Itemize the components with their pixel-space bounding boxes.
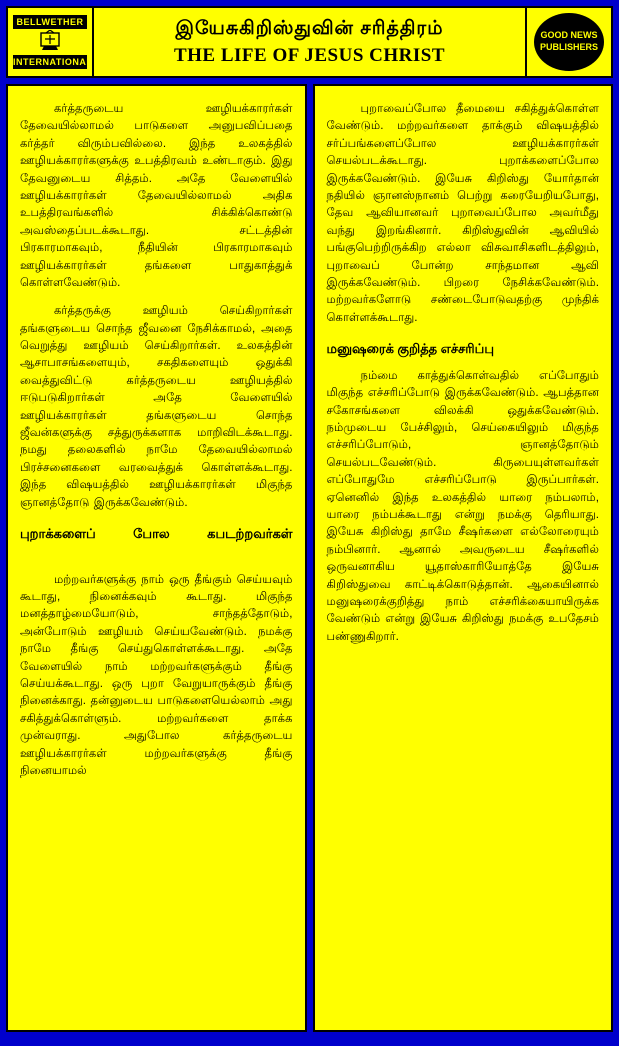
good-news-line2: PUBLISHERS <box>539 42 598 52</box>
paragraph: புறாவைப்போல தீமையை சகித்துக்கொள்ள வேண்டும். மற்றவர்களை தாக்கும் விஷயத்தில் சர்ப்பங்களைப்போல ஊழியக்காரர்கள் செயல்படக்கூடாது. புறாக்களைப்போல இருக்கவேண்டும். இயேசு கிறிஸ்து யோர்தான் நதியில் ஞானஸ்நானம் பெற்று கரையேறியபோது, தேவ ஆவியானவர் புறாவைப்போல அவர்மீது வந்து இறங்கினார். கிறிஸ்துவின் ஆவியில் பங்குபெற்றிருக்கிற எல்லா விசுவாசிகளிடத்திலும், புறாவைப் போன்ற சாந்தமான ஆவி இருக்கவேண்டும். பிறரை நேசிக்கவேண்டும். மற்றவர்களோடு சண்டைபோடுவதற்கு முந்திக் கொள்ளக்கூடாது. <box>326 102 599 324</box>
good-news-oval <box>534 13 604 71</box>
page-title-english: THE LIFE OF JESUS CHRIST <box>173 44 446 66</box>
section-heading: மனுஷரைக் குறித்த எச்சரிப்பு <box>326 341 494 357</box>
page-title-tamil: இயேசுகிறிஸ்துவின் சரித்திரம் <box>175 18 444 40</box>
right-column <box>313 84 614 1032</box>
bellwether-logo <box>8 8 94 76</box>
content-columns <box>6 84 613 1032</box>
lamp-icon <box>13 30 87 54</box>
good-news-line1: GOOD NEWS <box>540 30 598 41</box>
title-block <box>94 8 525 76</box>
paragraph: கர்த்தருடைய ஊழியக்காரர்கள் தேவையில்லாமல் பாடுகளை அனுபவிப்பதை கர்த்தர் விரும்பவில்லை. இந்த உலகத்தில் ஊழியக்காரர்களுக்கு உபத்திரவம் உண்டாகும். இது தேவனுடைய சித்தம். அதே வேளையில் ஊழியக்காரர்கள் தேவையில்லாமல் அதிக உபத்திரவங்களில் சிக்கிக்கொண்டு அவஸ்தைப்படக்கூடாது. சட்டத்தின் பிரகாரமாகவும், நீதியின் பிரகாரமாகவும் ஊழியக்காரர்கள் தங்களை பாதுகாத்துக் கொள்ளவேண்டும். <box>20 102 293 289</box>
section-heading: புறாக்களைப் போல கபடற்றவர்கள் <box>20 525 293 541</box>
left-column <box>6 84 307 1032</box>
page-header <box>6 6 613 78</box>
good-news-publishers-logo <box>525 8 611 76</box>
paragraph: நம்மை காத்துக்கொள்வதில் எப்போதும் மிகுந்த எச்சரிப்போடு இருக்கவேண்டும். ஆபத்தான சகோசங்களை விலக்கி ஒதுக்கவேண்டும். நம்முடைய பேச்சிலும், செய்கையிலும் மிகுந்த எச்சரிப்போடும், ஞானத்தோடும் செயல்படவேண்டும். கிருபையுள்ளவர்கள் எப்போதுமே எச்சரிப்போடு இருப்பார்கள். ஏனெனில் இந்த உலகத்தில் யாரை நம்பலாம், யாரை நம்பக்கூடாது என்று நமக்கு தெரியாது. இயேசு கிறிஸ்து தாமே சீஷர்களை எல்லோரையும் நம்பினார். ஆனால் அவருடைய சீஷர்களில் ஒருவனாகிய யூதாஸ்காரியோத்தே இயேசு கிறிஸ்துவை காட்டிக்கொடுத்தான். ஆகையினால் மனுஷரைக்குறித்து நாம் எச்சரிக்கையாயிருக்க வேண்டும் என்று இயேசு கிறிஸ்து நமக்கு உபதேசம் பண்ணுகிறார். <box>326 368 599 643</box>
paragraph: மற்றவர்களுக்கு நாம் ஒரு தீங்கும் செய்யவும் கூடாது, நினைக்கவும் கூடாது. மிகுந்த மனத்தாழ்மையோடும், சாந்தத்தோடும், அன்போடும் ஊழியம் செய்யவேண்டும். நமக்கு நாமே தீங்கு செய்துகொள்ளக்கூடாது. அதே வேளையில் நாம் மற்றவர்களுக்கும் தீங்கு செய்யக்கூடாது. ஒரு புறா வேறுயாருக்கும் தீங்கு நினைக்காது. தன்னுடைய பாடுகளையெல்லாம் அது சகித்துக்கொள்ளும். மற்றவர்களை தாக்க முன்வராது. அதுபோல கர்த்தருடைய ஊழியக்காரர்கள் மற்றவர்களுக்கு தீங்கு நினையாமல் <box>20 572 293 777</box>
bellwether-bottom-text: INTERNATIONAL <box>13 57 93 67</box>
bellwether-top-text: BELLWETHER <box>13 15 87 29</box>
paragraph: கர்த்தருக்கு ஊழியம் செய்கிறார்கள் தங்களுடைய சொந்த ஜீவனை நேசிக்காமல், அதை வெறுத்து ஊழியம் செய்கிறார்கள். உலகத்தின் ஆசாபாசங்களையும், சகதிகளையும் ஒதுக்கி வைத்துவிட்டு கர்த்தருடைய ஊழியத்தில் ஈடுபடுகிறார்கள் அதே வேளையில் ஊழியக்காரர்கள் தங்களுடைய சொந்த ஜீவன்களுக்கு சத்துருக்களாக மாறிவிடக்கூடாது. நமது தலைகளில் நாமே தேவையில்லாமல் பிரச்சனைகளை வரவைத்துக் கொள்ளக்கூடாது. இந்த விஷயத்தில் ஊழியக்காரர்கள் மிகுந்த ஞானத்தோடு இருக்கவேண்டும். <box>20 304 293 509</box>
